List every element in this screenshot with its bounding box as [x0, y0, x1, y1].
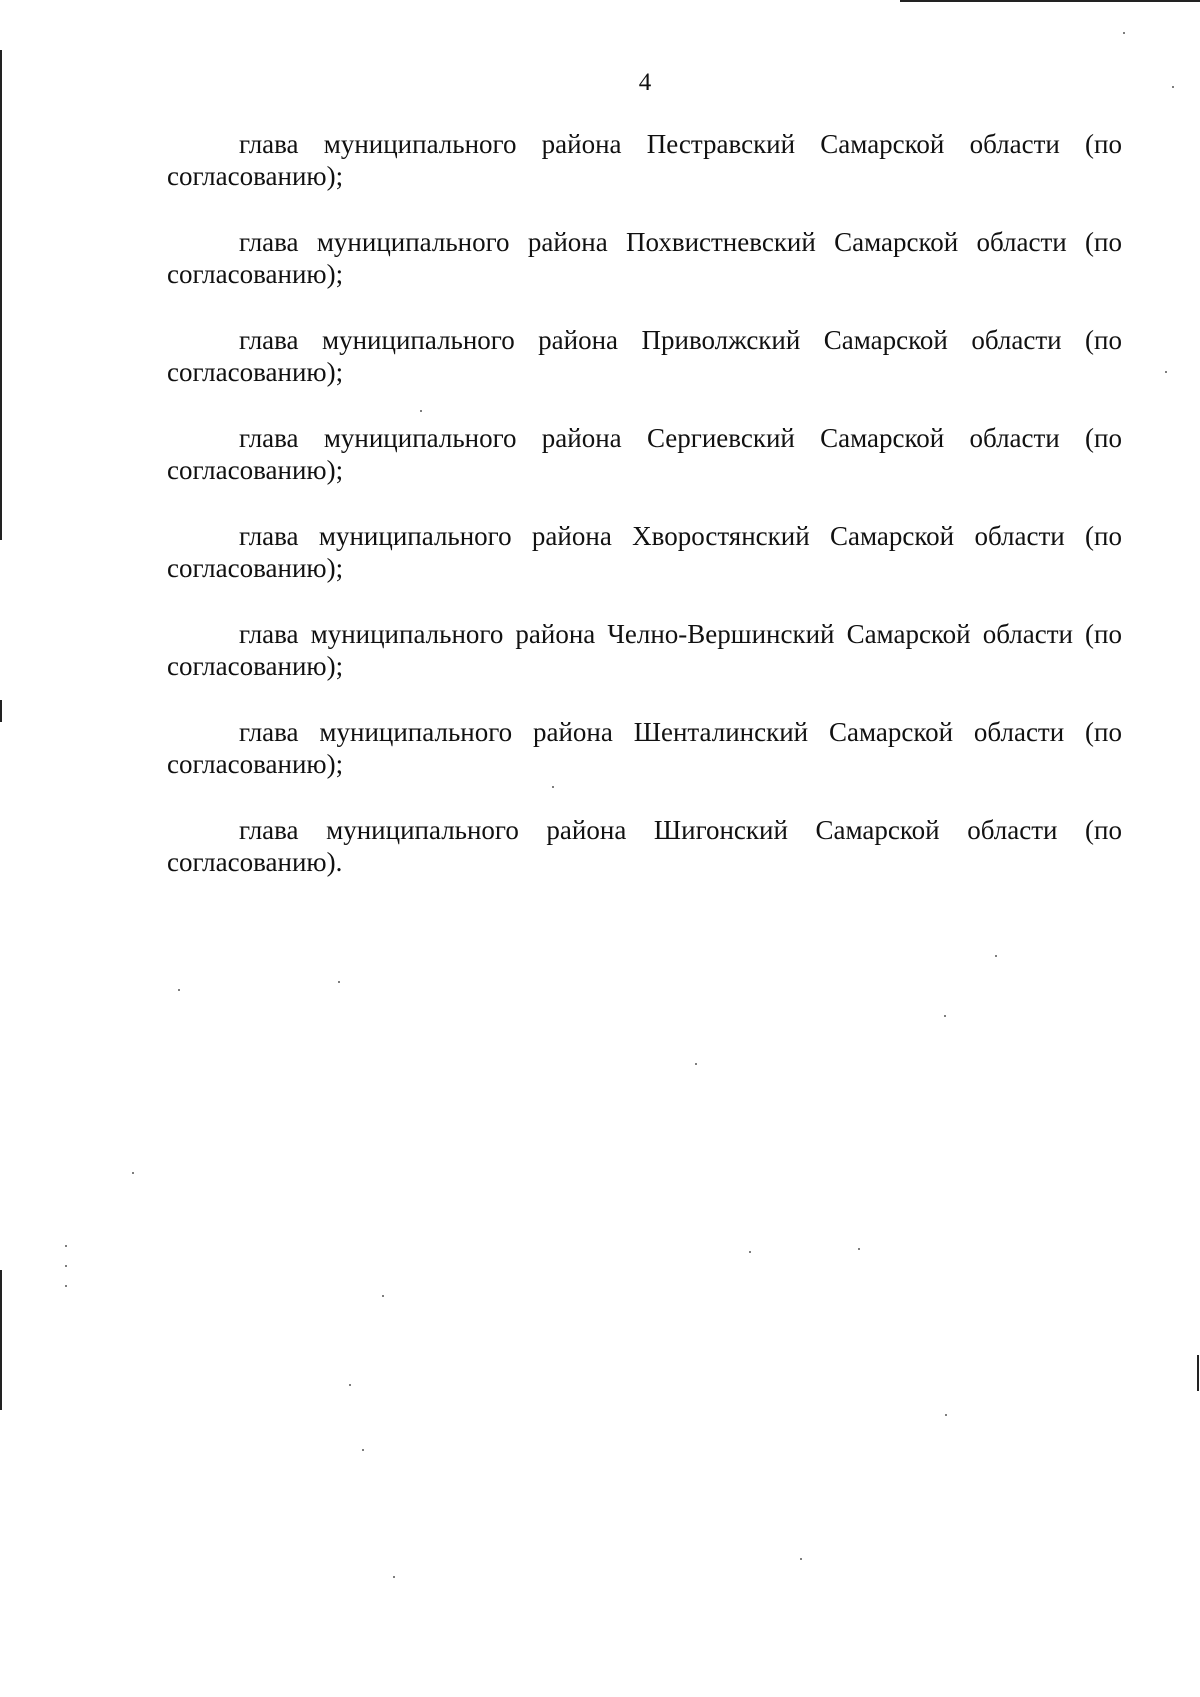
list-item: глава муниципального района Приволжский Самарской области (по согласованию);	[167, 325, 1122, 387]
scan-speck	[362, 1449, 364, 1451]
scan-speck	[382, 1295, 384, 1297]
list-item: глава муниципального района Пестравский Самарской области (по согласованию);	[167, 129, 1122, 191]
scan-edge-line-left	[0, 50, 2, 540]
scan-speck	[1123, 32, 1125, 34]
scan-speck	[944, 1015, 946, 1017]
scan-speck	[178, 989, 180, 991]
scan-speck	[65, 1245, 67, 1247]
scan-edge-line-left-lower	[0, 1270, 2, 1410]
scan-speck	[995, 955, 997, 957]
scan-speck	[945, 1414, 947, 1416]
scan-speck	[65, 1265, 67, 1267]
scan-speck	[695, 1063, 697, 1065]
list-item: глава муниципального района Шигонский Самарской области (по согласованию).	[167, 815, 1122, 877]
scan-speck	[132, 1172, 134, 1174]
scan-speck	[338, 981, 340, 983]
list-item: глава муниципального района Челно-Вершинский Самарской области (по согласованию);	[167, 619, 1122, 681]
scan-edge-line-right	[1197, 1355, 1199, 1391]
list-item: глава муниципального района Хворостянский Самарской области (по согласованию);	[167, 521, 1122, 583]
scan-speck	[749, 1251, 751, 1253]
participant-list	[167, 128, 1122, 912]
scan-speck	[1165, 371, 1167, 373]
scan-edge-line-top	[900, 0, 1200, 2]
scan-speck	[65, 1285, 67, 1287]
scan-speck	[800, 1558, 802, 1560]
list-item: глава муниципального района Сергиевский Самарской области (по согласованию);	[167, 423, 1122, 485]
scan-speck	[349, 1384, 351, 1386]
scan-speck	[858, 1248, 860, 1250]
scan-edge-line-left-short	[0, 700, 2, 722]
list-item: глава муниципального района Шенталинский Самарской области (по согласованию);	[167, 717, 1122, 779]
scan-speck	[393, 1576, 395, 1578]
page-number: 4	[638, 69, 652, 96]
list-item: глава муниципального района Похвистневский Самарской области (по согласованию);	[167, 227, 1122, 289]
